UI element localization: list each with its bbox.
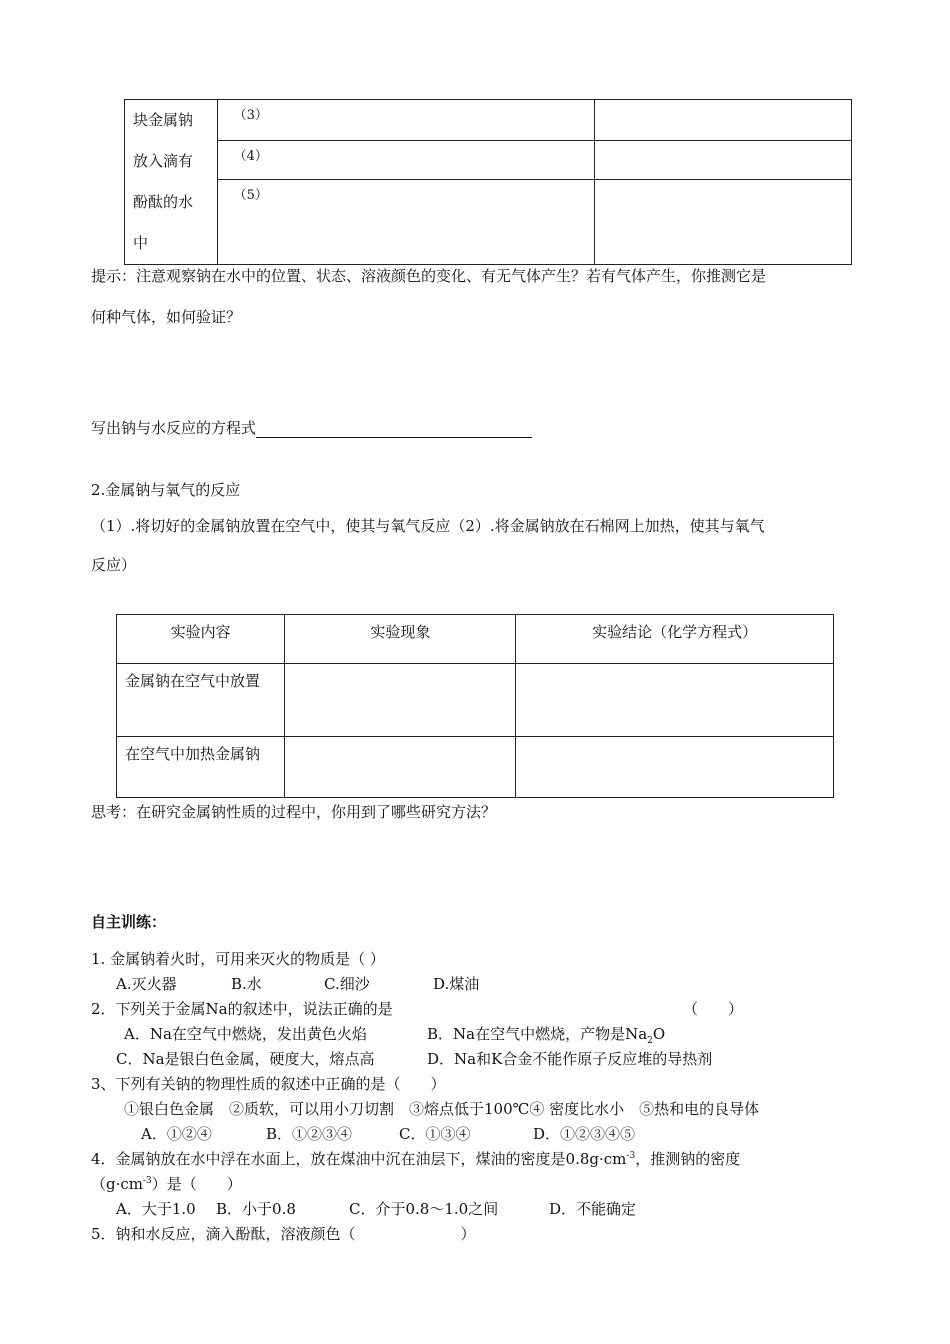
row-label: 在空气中加热金属钠 [117,737,285,798]
q2-option-c: C．Na是银白色金属，硬度大，熔点高 [116,1050,375,1068]
row-label-line: 放入滴有 [133,152,194,170]
q2-option-b [427,1023,665,1046]
question-4 [91,1148,740,1169]
row-label-line: 中 [133,234,149,252]
equation-prompt-text: 写出钠与水反应的方程式 [91,419,257,437]
hint-line-1: 提示：注意观察钠在水中的位置、状态、溶液颜色的变化、有无气体产生？若有气体产生，你推测它是 [91,267,767,285]
row-label-line: 块金属钠 [133,111,194,129]
answer-cell [595,140,852,180]
training-title: 自主训练： [91,913,167,931]
q4-option: D．不能确定 [549,1200,637,1218]
q3-option: C．①③④ [399,1125,471,1143]
answer-cell [516,737,834,798]
item-cell: （5） [217,180,594,265]
hint-line-2: 何种气体，如何验证？ [91,308,242,326]
q4-option: A．大于1.0 [116,1200,196,1218]
header-cell: 实验内容 [117,615,285,664]
section2-desc-line-2: 反应） [91,556,137,574]
q2-option-b-subscript: 2 [647,1036,653,1046]
q2-option-a: A．Na在空气中燃烧，发出黄色火焰 [124,1025,367,1043]
item-cell: （4） [217,140,594,180]
answer-cell [285,737,516,798]
q4-text-suffix: ，推测钠的密度 [635,1150,741,1168]
q2-option-b-text: B．Na在空气中燃烧，产物是Na [427,1025,648,1043]
equation-prompt [91,417,532,438]
oxygen-reaction-table [116,614,834,798]
answer-cell [595,100,852,141]
q4-line2-text: （g·cm [91,1175,143,1193]
row-label: 金属钠在空气中放置 [117,664,285,737]
question-4-line-2 [91,1173,242,1194]
q4-text: 4．金属钠放在水中浮在水面上，放在煤油中沉在油层下，煤油的密度是0.8g·cm [91,1150,627,1168]
q3-option: D．①②③④⑤ [533,1125,636,1143]
section2-title: 2.金属钠与氧气的反应 [91,481,241,499]
q4-line2-superscript: -3 [143,1176,152,1186]
equation-answer-blank[interactable] [256,419,532,438]
answer-cell [595,180,852,265]
q4-line2-suffix: ）是（ ） [151,1175,242,1193]
q2-option-b-suffix: O [652,1025,666,1043]
question-5: 5．钠和水反应，滴入酚酞，溶液颜色（ ） [91,1225,476,1243]
row-label-cell [125,100,218,265]
question-1: 1. 金属钠着火时，可用来灭火的物质是（ ） [91,950,385,968]
q2-answer-paren: （ ） [683,1000,744,1018]
q1-option: C.细沙 [324,975,370,993]
answer-cell [285,664,516,737]
q1-option: A.灭火器 [116,975,177,993]
q3-items: ①银白色金属 ②质软，可以用小刀切割 ③熔点低于100℃④ 密度比水小 ⑤热和电的良导体 [124,1100,760,1118]
q4-option: C．介于0.8～1.0之间 [349,1200,499,1218]
section2-desc-line-1: （1）.将切好的金属钠放置在空气中，使其与氧气反应（2）.将金属钠放在石棉网上加热，使其与氧气 [91,517,765,535]
q4-superscript: -3 [626,1151,636,1161]
q1-option: B.水 [231,975,262,993]
q2-option-d: D．Na和K合金不能作原子反应堆的导热剂 [427,1050,713,1068]
q3-option: B．①②③④ [266,1125,353,1143]
observation-table [124,99,852,265]
think-prompt: 思考：在研究金属钠性质的过程中，你用到了哪些研究方法？ [91,803,497,821]
item-cell: （3） [217,100,594,141]
answer-cell [516,664,834,737]
q4-option: B．小于0.8 [216,1200,296,1218]
question-3: 3、下列有关钠的物理性质的叙述中正确的是（ ） [91,1075,446,1093]
header-cell: 实验结论（化学方程式） [516,615,834,664]
q1-option: D.煤油 [433,975,480,993]
q3-option: A．①②④ [141,1125,212,1143]
header-cell: 实验现象 [285,615,516,664]
question-2: 2．下列关于金属Na的叙述中，说法正确的是 [91,1000,393,1018]
row-label-line: 酚酞的水 [133,193,194,211]
